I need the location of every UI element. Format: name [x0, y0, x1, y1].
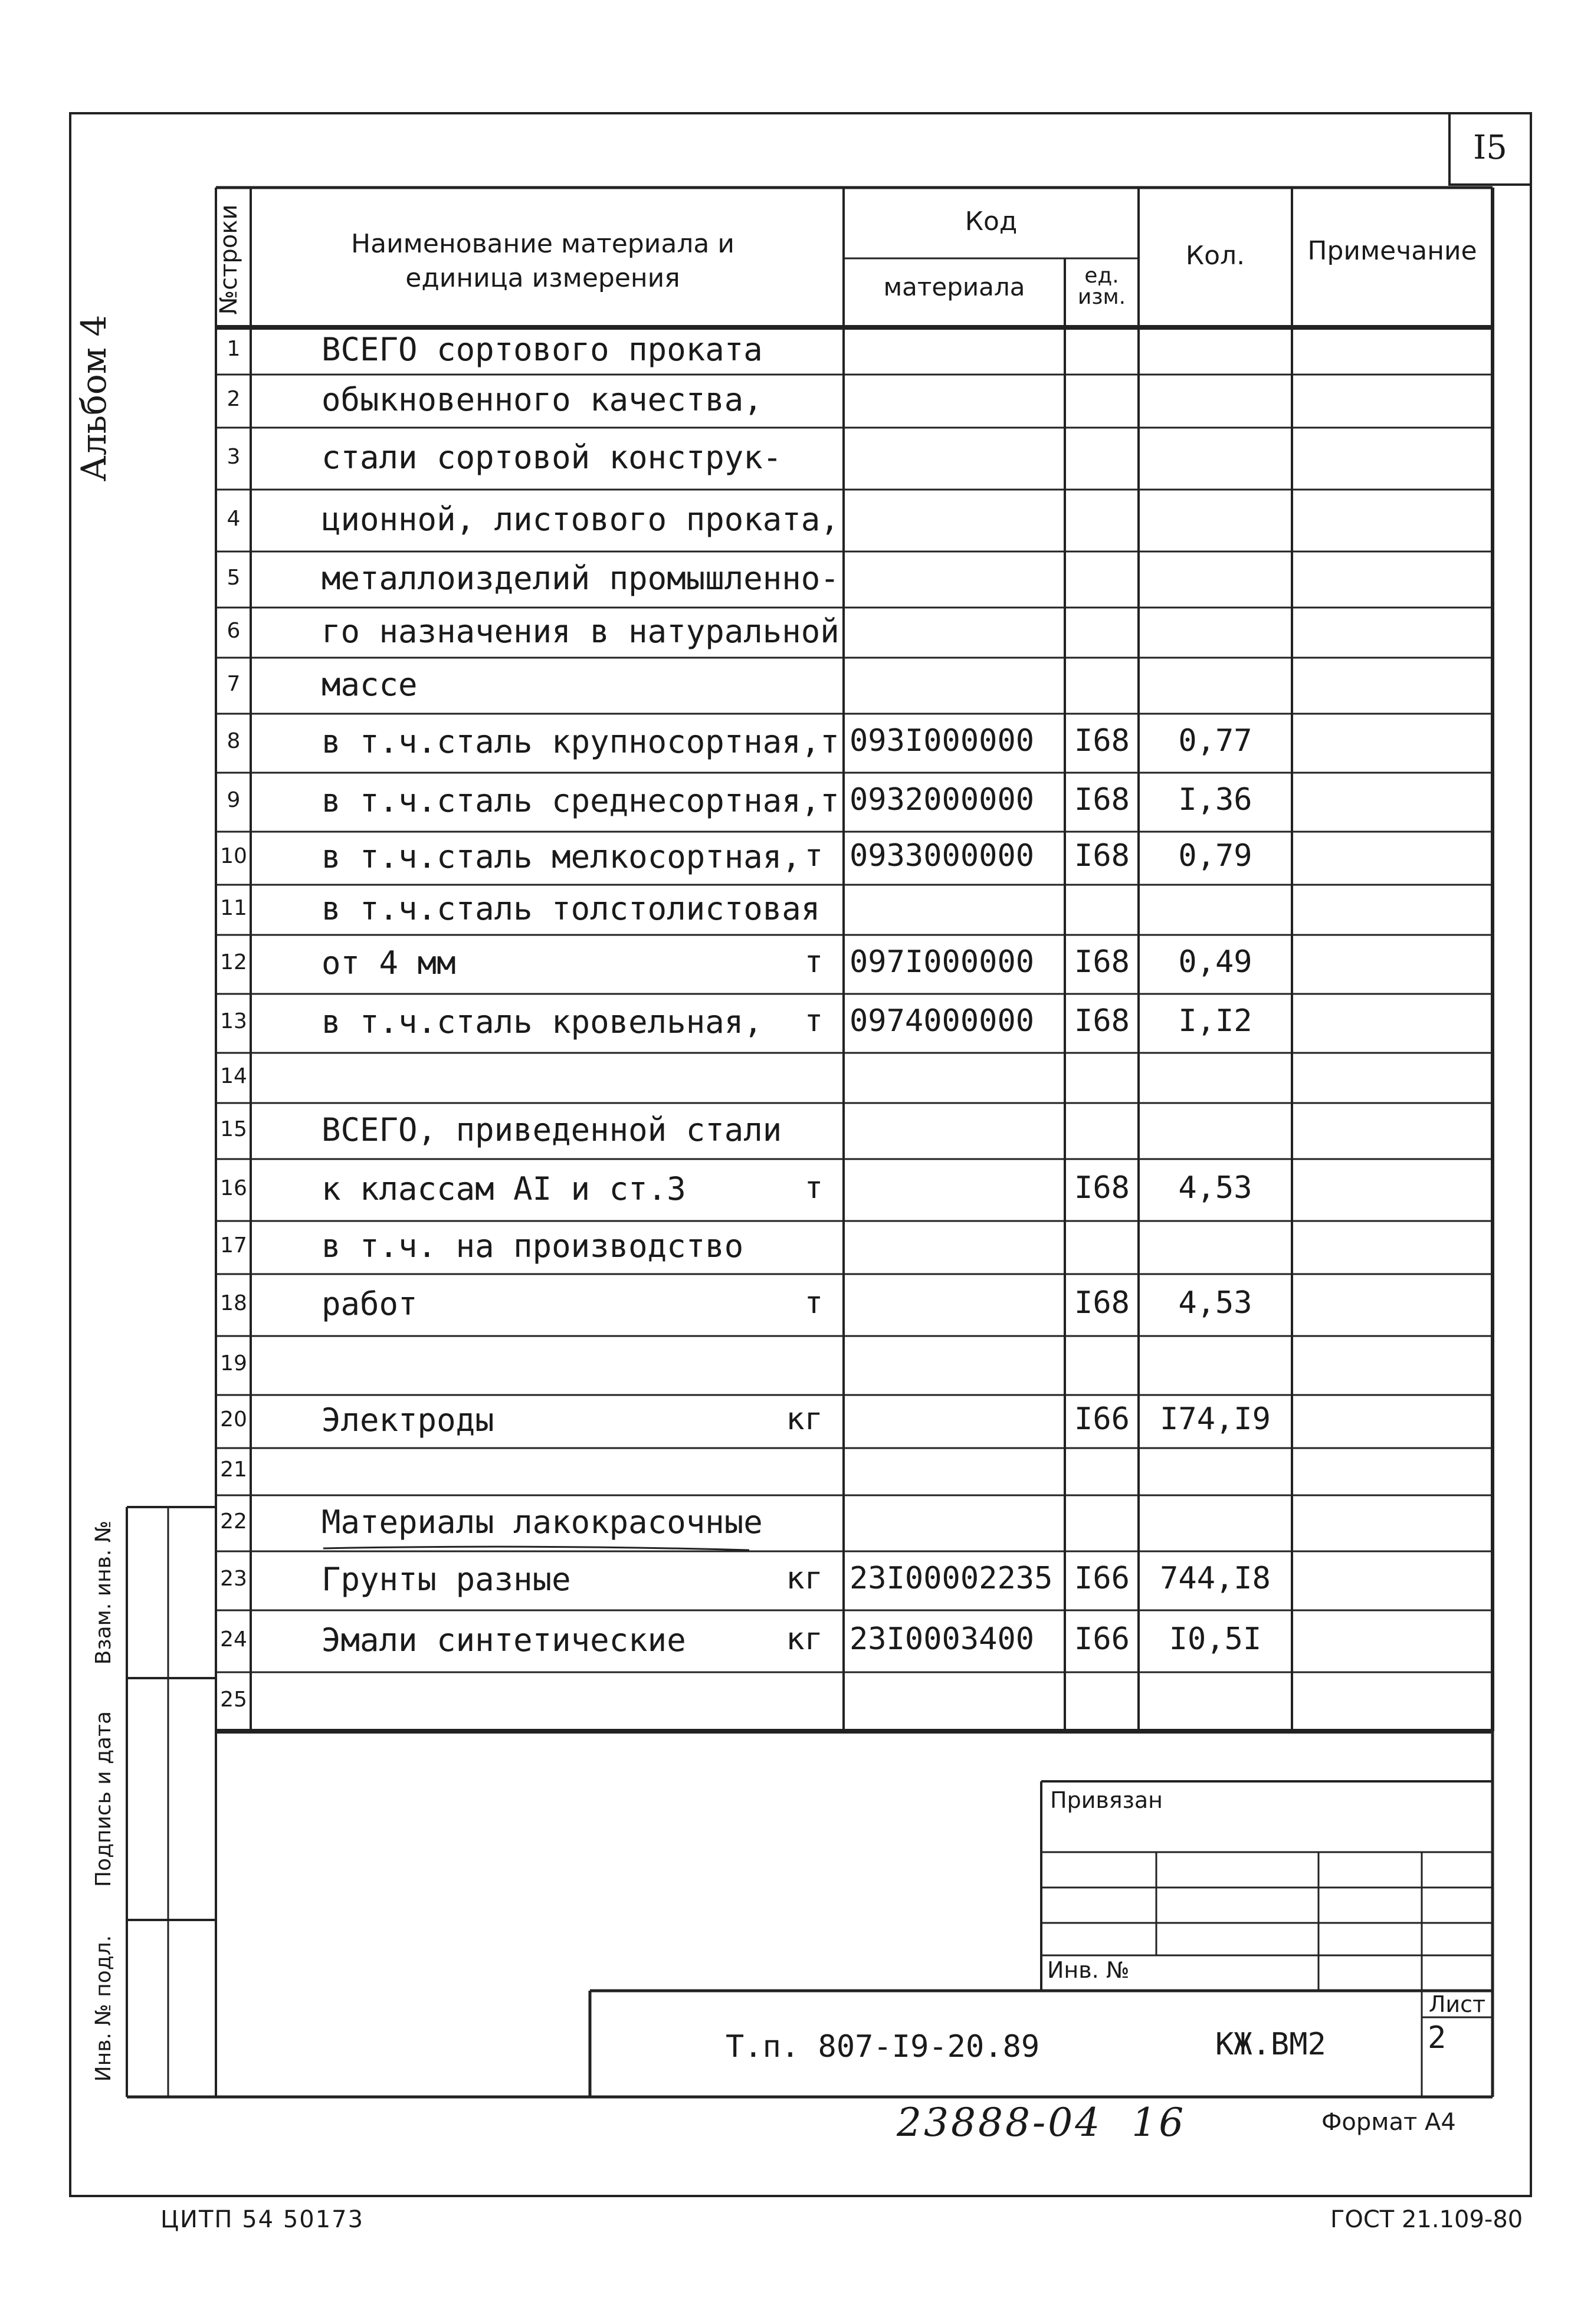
material-name: в т.ч. на производство: [322, 1227, 744, 1265]
row-number: 6: [227, 618, 241, 643]
material-name: го назначения в натуральной: [322, 612, 839, 650]
row-number: 24: [220, 1627, 247, 1652]
unit-code: I68: [1074, 782, 1130, 818]
header-quantity: Кол.: [1185, 241, 1245, 271]
material-name: обыкновенного качества,: [322, 381, 763, 418]
material-unit: кг: [786, 1401, 823, 1437]
material-name: Электроды: [322, 1401, 494, 1439]
row-number: 17: [220, 1233, 247, 1258]
unit-code: I66: [1074, 1561, 1130, 1596]
quantity: 0,77: [1178, 723, 1252, 759]
footer-right: ГОСТ 21.109-80: [1330, 2206, 1523, 2233]
material-name: металлоизделий промышленно-: [322, 559, 839, 597]
material-name: в т.ч.сталь кровельная,: [322, 1003, 763, 1040]
unit-code: I68: [1074, 838, 1130, 874]
material-unit: т: [804, 838, 823, 874]
unit-code: I66: [1074, 1621, 1130, 1657]
material-code: 0974000000: [850, 1003, 1035, 1039]
unit-code: I68: [1074, 1003, 1130, 1039]
header-row-number: №строки: [215, 204, 242, 315]
material-name: ВСЕГО сортового проката: [322, 331, 763, 368]
format-label: Формат А4: [1321, 2109, 1456, 2136]
privyazan-label: Привязан: [1050, 1787, 1163, 1813]
handwritten-number: 23888-04 16: [897, 2100, 1186, 2145]
stamp-podpis-data: Подпись и дата: [91, 1711, 116, 1888]
row-number: 5: [227, 565, 241, 590]
material-unit: кг: [786, 1621, 823, 1657]
unit-code: I68: [1074, 1170, 1130, 1206]
inv-no-label: Инв. №: [1047, 1957, 1130, 1983]
document-mark: КЖ.ВМ2: [1215, 2027, 1326, 2062]
row-number: 22: [220, 1509, 247, 1534]
material-name: в т.ч.сталь толстолистовая: [322, 889, 821, 927]
document-code: Т.п. 807-I9-20.89: [726, 2029, 1040, 2064]
material-name: Материалы лакокрасочные: [322, 1503, 763, 1541]
quantity: 0,49: [1178, 944, 1252, 980]
material-code: 23I0003400: [850, 1621, 1035, 1657]
material-name: к классам АI и ст.3: [322, 1170, 686, 1207]
row-number: 16: [220, 1176, 247, 1200]
list-label: Лист: [1428, 1991, 1486, 2017]
material-name: в т.ч.сталь среднесортная,т: [322, 782, 839, 819]
row-number: 14: [220, 1063, 247, 1088]
material-code: 0933000000: [850, 838, 1035, 874]
footer-left: ЦИТП 54 50173: [160, 2206, 365, 2233]
stamp-inv-podl: Инв. № подл.: [91, 1935, 116, 2082]
material-name: ВСЕГО, приведенной стали: [322, 1111, 782, 1148]
album-label: Альбом 4: [74, 314, 114, 482]
quantity: 0,79: [1178, 838, 1252, 874]
material-name: стали сортовой конструк-: [322, 438, 782, 476]
sheet-number: I5: [1473, 129, 1507, 167]
row-number: 10: [220, 844, 247, 868]
header-code: Код: [965, 206, 1018, 237]
quantity: 4,53: [1178, 1285, 1252, 1321]
material-name: Эмали синтетические: [322, 1621, 686, 1659]
row-number: 3: [227, 444, 241, 469]
material-code: 0932000000: [850, 782, 1035, 818]
material-code: 23I00002235: [850, 1561, 1053, 1596]
unit-code: I68: [1074, 723, 1130, 759]
header-code-material: материала: [883, 273, 1025, 301]
unit-code: I68: [1074, 944, 1130, 980]
material-name: от 4 мм: [322, 944, 456, 982]
material-name: работ: [322, 1285, 418, 1322]
row-number: 13: [220, 1009, 247, 1033]
row-number: 19: [220, 1351, 247, 1376]
row-number: 21: [220, 1458, 247, 1482]
material-name: массе: [322, 665, 418, 703]
row-number: 18: [220, 1291, 247, 1315]
material-unit: кг: [786, 1561, 823, 1596]
material-unit: т: [804, 1285, 823, 1321]
quantity: I,36: [1178, 782, 1252, 818]
row-number: 1: [227, 337, 241, 361]
unit-code: I66: [1074, 1401, 1130, 1437]
quantity: I0,5I: [1169, 1621, 1262, 1657]
quantity: I74,I9: [1160, 1401, 1271, 1437]
material-unit: т: [804, 1170, 823, 1206]
row-number: 8: [227, 729, 241, 753]
unit-code: I68: [1074, 1285, 1130, 1321]
material-unit: т: [804, 944, 823, 980]
row-number: 25: [220, 1688, 247, 1712]
row-number: 15: [220, 1117, 247, 1141]
row-number: 4: [227, 506, 241, 531]
row-number: 20: [220, 1407, 247, 1432]
stamp-vzam-inv: Взам. инв. №: [91, 1520, 116, 1665]
material-name: в т.ч.сталь крупносортная,т: [322, 723, 839, 760]
material-unit: т: [804, 1003, 823, 1039]
quantity: I,I2: [1178, 1003, 1252, 1039]
material-name: Грунты разные: [322, 1561, 571, 1598]
material-code: 093I000000: [850, 723, 1035, 759]
list-number: 2: [1428, 2020, 1447, 2056]
row-number: 12: [220, 950, 247, 974]
quantity: 4,53: [1178, 1170, 1252, 1206]
header-code-unit: ед. изм.: [1077, 264, 1126, 309]
material-name: ционной, листового проката,: [322, 500, 839, 538]
row-number: 2: [227, 387, 241, 411]
row-number: 7: [227, 671, 241, 696]
row-number: 9: [227, 788, 241, 812]
header-name: Наименование материала и единица измерения: [351, 229, 734, 293]
material-code: 097I000000: [850, 944, 1035, 980]
material-name: в т.ч.сталь мелкосортная,: [322, 838, 801, 875]
row-number: 11: [220, 895, 247, 920]
row-number: 23: [220, 1567, 247, 1591]
quantity: 744,I8: [1160, 1561, 1271, 1596]
header-note: Примечание: [1307, 236, 1477, 266]
